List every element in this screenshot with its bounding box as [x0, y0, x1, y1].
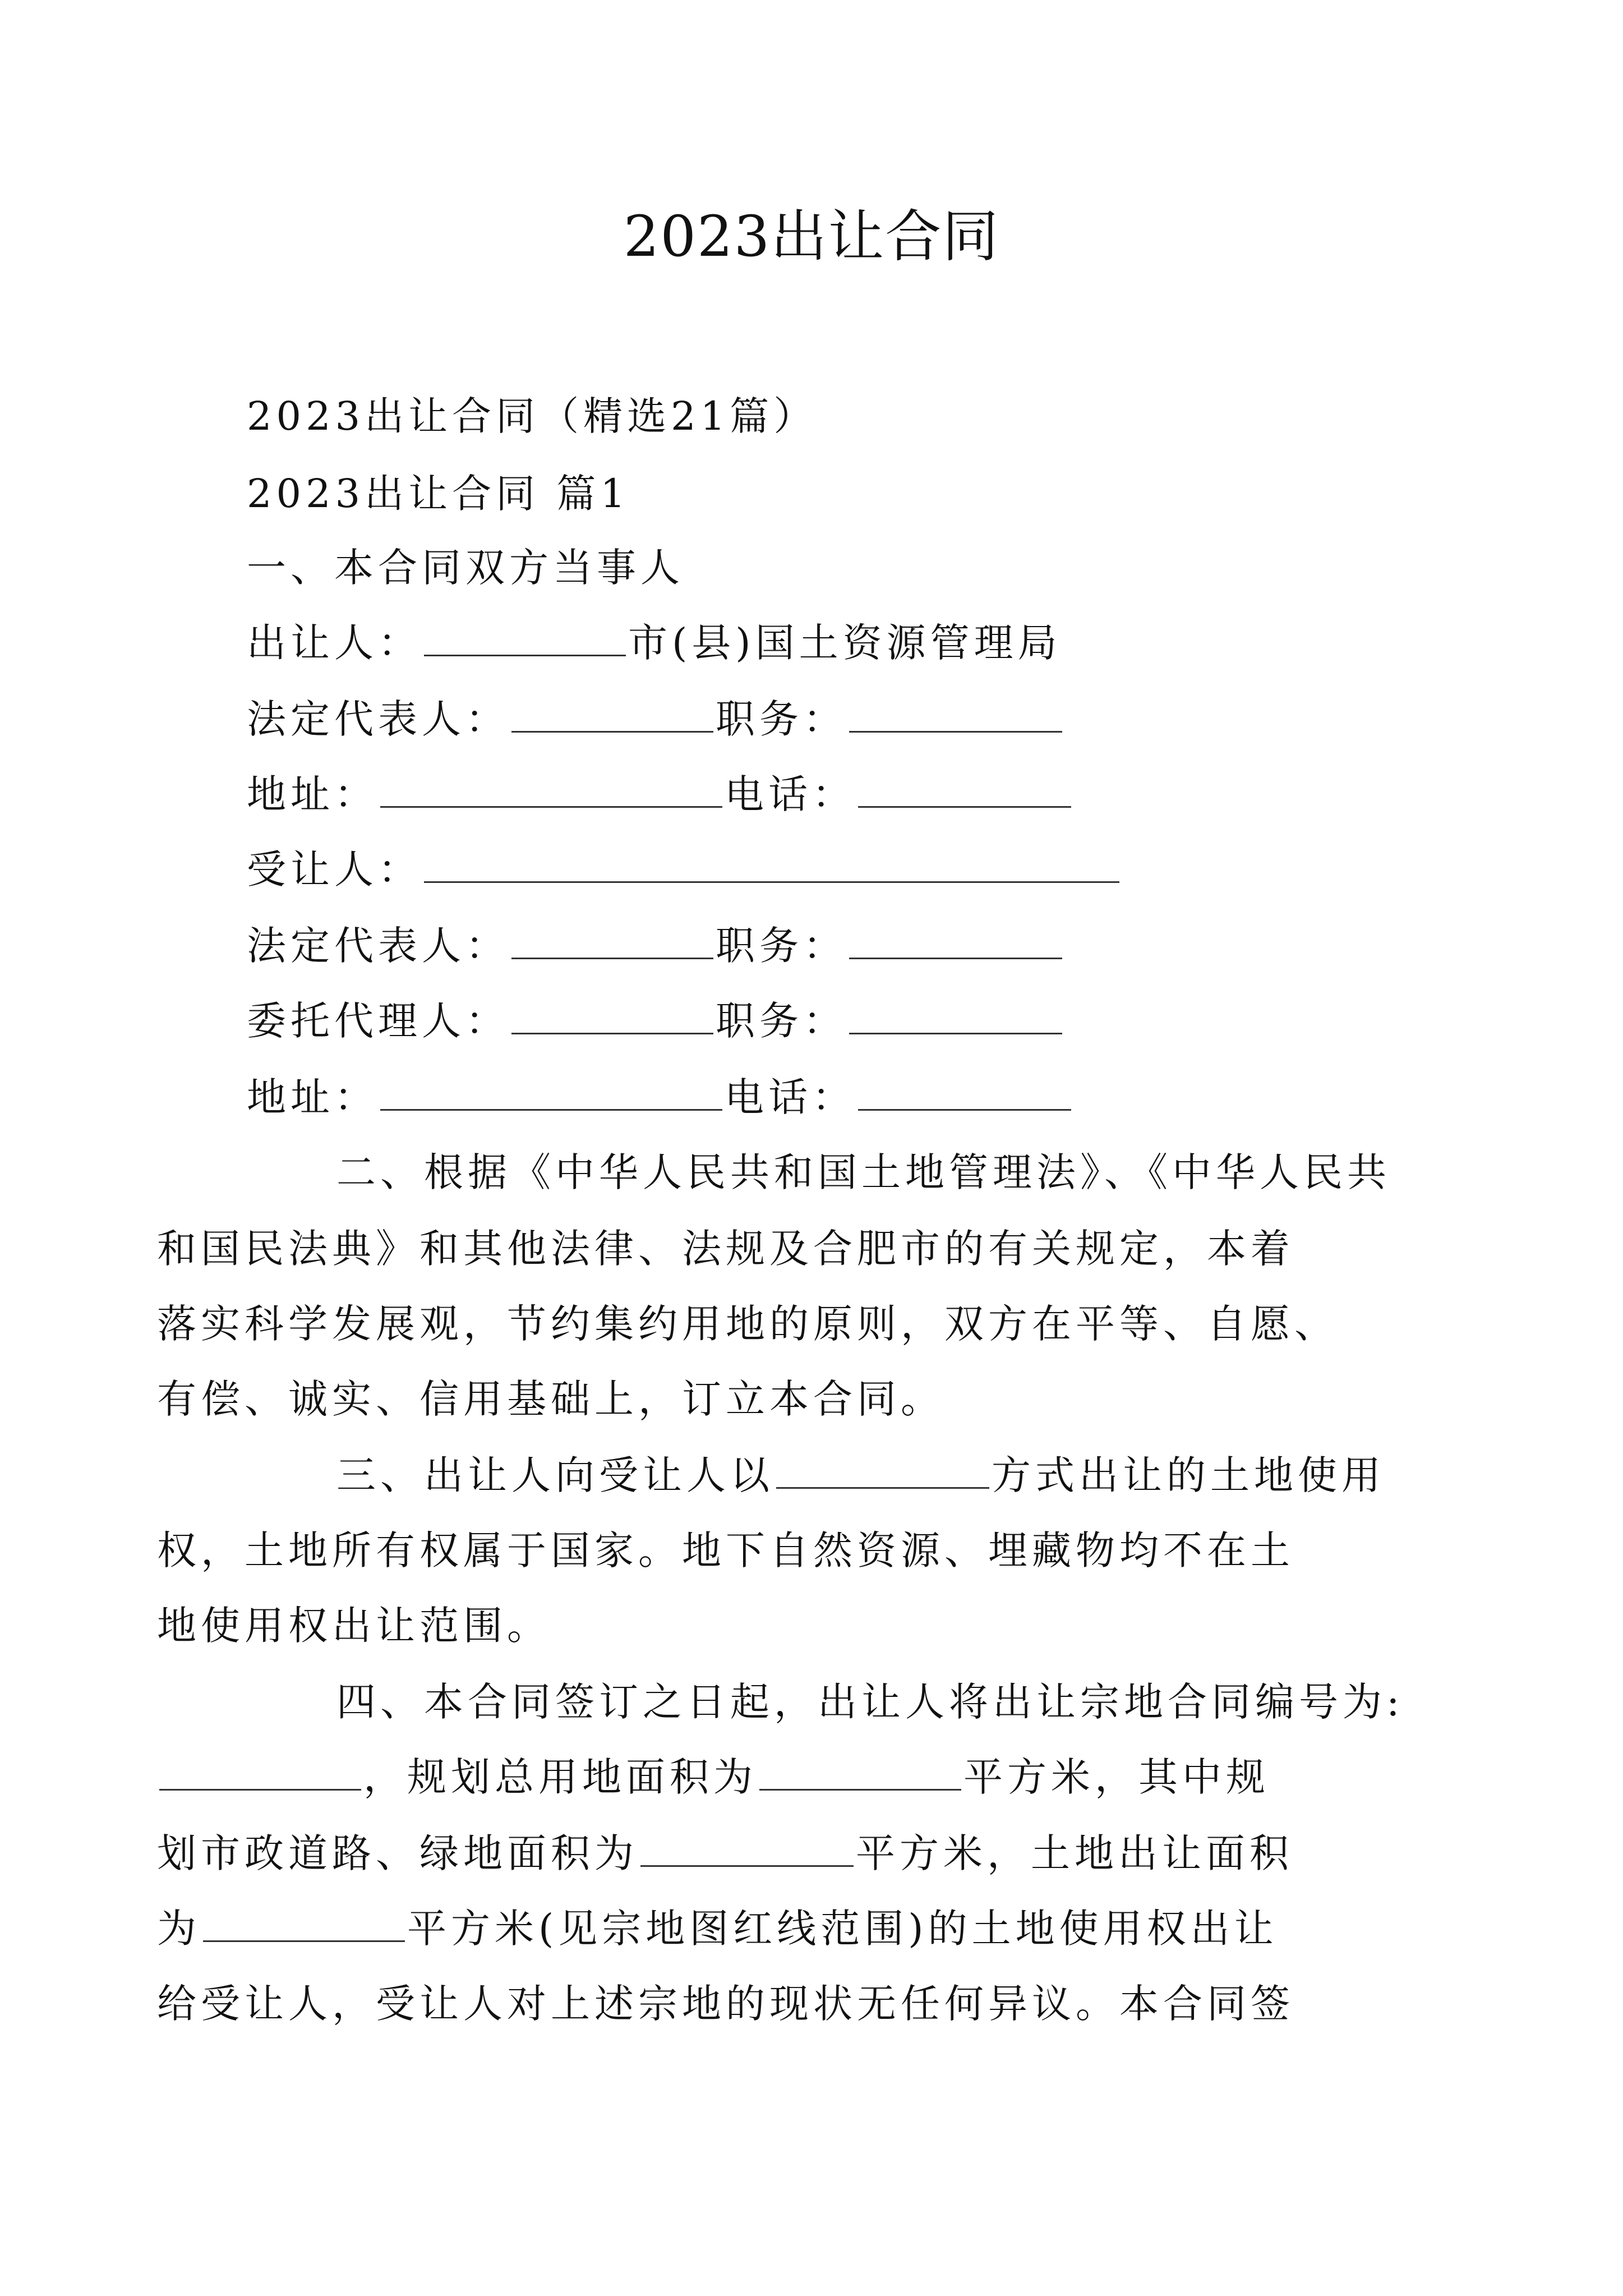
position-label: 职务：	[716, 923, 847, 969]
clause-4-l3-suffix: 平方米，土地出让面积	[856, 1830, 1293, 1876]
clause-4-line-2	[157, 1749, 1270, 1805]
phone-blank	[858, 767, 1071, 808]
clause-3-prefix: 三、出让人向受让人以	[336, 1452, 774, 1498]
phone-label: 电话：	[725, 1074, 856, 1120]
agent-label: 委托代理人：	[247, 998, 509, 1044]
legal-rep-label: 法定代表人：	[247, 923, 509, 969]
contract-number-blank	[159, 1750, 361, 1791]
field-row-address-2	[247, 1069, 1073, 1125]
position-label: 职务：	[716, 696, 847, 742]
transferee-label: 受让人：	[247, 846, 422, 892]
section-heading-text: 2023出让合同 篇1	[247, 471, 630, 517]
address-label: 地址：	[247, 771, 378, 817]
clause-3-suffix: 方式出让的土地使用	[992, 1452, 1385, 1498]
clause-1-text: 一、本合同双方当事人	[247, 545, 684, 591]
clause-4-line-1: 四、本合同签订之日起，出让人将出让宗地合同编号为:	[336, 1679, 1404, 1725]
clause-4-line-4	[157, 1901, 1278, 1957]
field-row-agent	[247, 993, 1064, 1049]
field-row-transferor	[247, 615, 1062, 671]
field-row-address-1	[247, 766, 1073, 822]
section-heading	[247, 466, 630, 522]
field-row-legal-rep-1	[247, 691, 1064, 747]
transferor-blank	[424, 615, 626, 656]
clause-1-heading	[247, 540, 684, 596]
transferee-blank	[424, 842, 1119, 883]
address-blank	[380, 767, 722, 808]
position-blank	[849, 993, 1062, 1034]
clause-4-mid: ，规划总用地面积为	[363, 1754, 757, 1800]
legal-rep-blank	[511, 918, 713, 959]
clause-2-line-4: 有偿、诚实、信用基础上，订立本合同。	[157, 1376, 944, 1422]
subtitle-text: 2023出让合同（精选21篇）	[247, 393, 818, 439]
clause-3-line-2: 权，土地所有权属于国家。地下自然资源、埋藏物均不在土	[157, 1527, 1294, 1573]
address-label: 地址：	[247, 1074, 378, 1120]
clause-4-l3-prefix: 划市政道路、绿地面积为	[157, 1830, 638, 1876]
document-title: 2023出让合同	[623, 204, 1000, 269]
total-area-blank	[759, 1750, 961, 1791]
transfer-area-blank	[203, 1901, 405, 1942]
clause-2-line-1: 二、根据《中华人民共和国土地管理法》、《中华人民共	[336, 1149, 1391, 1195]
clause-4-line-3	[157, 1825, 1293, 1881]
transferor-suffix: 市(县)国土资源管理局	[628, 620, 1062, 666]
clause-2-line-2: 和国民法典》和其他法律、法规及合肥市的有关规定，本着	[157, 1226, 1294, 1272]
transferor-label: 出让人：	[247, 620, 422, 666]
position-blank	[849, 692, 1062, 733]
clause-4-l4-prefix: 为	[157, 1906, 201, 1952]
transfer-method-blank	[776, 1448, 989, 1489]
clause-3-line-3: 地使用权出让范围。	[157, 1603, 551, 1649]
field-row-legal-rep-2	[247, 918, 1064, 974]
road-green-area-blank	[640, 1826, 854, 1867]
clause-4-suffix: 平方米，其中规	[963, 1754, 1270, 1800]
address-blank	[380, 1070, 722, 1111]
clause-3-line-1	[336, 1447, 1385, 1503]
position-label: 职务：	[716, 998, 847, 1044]
legal-rep-label: 法定代表人：	[247, 696, 509, 742]
agent-blank	[511, 993, 713, 1034]
clause-2-line-3: 落实科学发展观，节约集约用地的原则，双方在平等、自愿、	[157, 1301, 1338, 1347]
phone-label: 电话：	[725, 771, 856, 817]
clause-4-l4-suffix: 平方米(见宗地图红线范围)的土地使用权出让	[407, 1906, 1278, 1952]
document-subtitle	[247, 388, 817, 444]
clause-4-line-5: 给受让人，受让人对上述宗地的现状无任何异议。本合同签	[157, 1981, 1294, 2027]
legal-rep-blank	[511, 692, 713, 733]
phone-blank	[858, 1070, 1071, 1111]
field-row-transferee	[247, 841, 1122, 898]
position-blank	[849, 918, 1062, 959]
